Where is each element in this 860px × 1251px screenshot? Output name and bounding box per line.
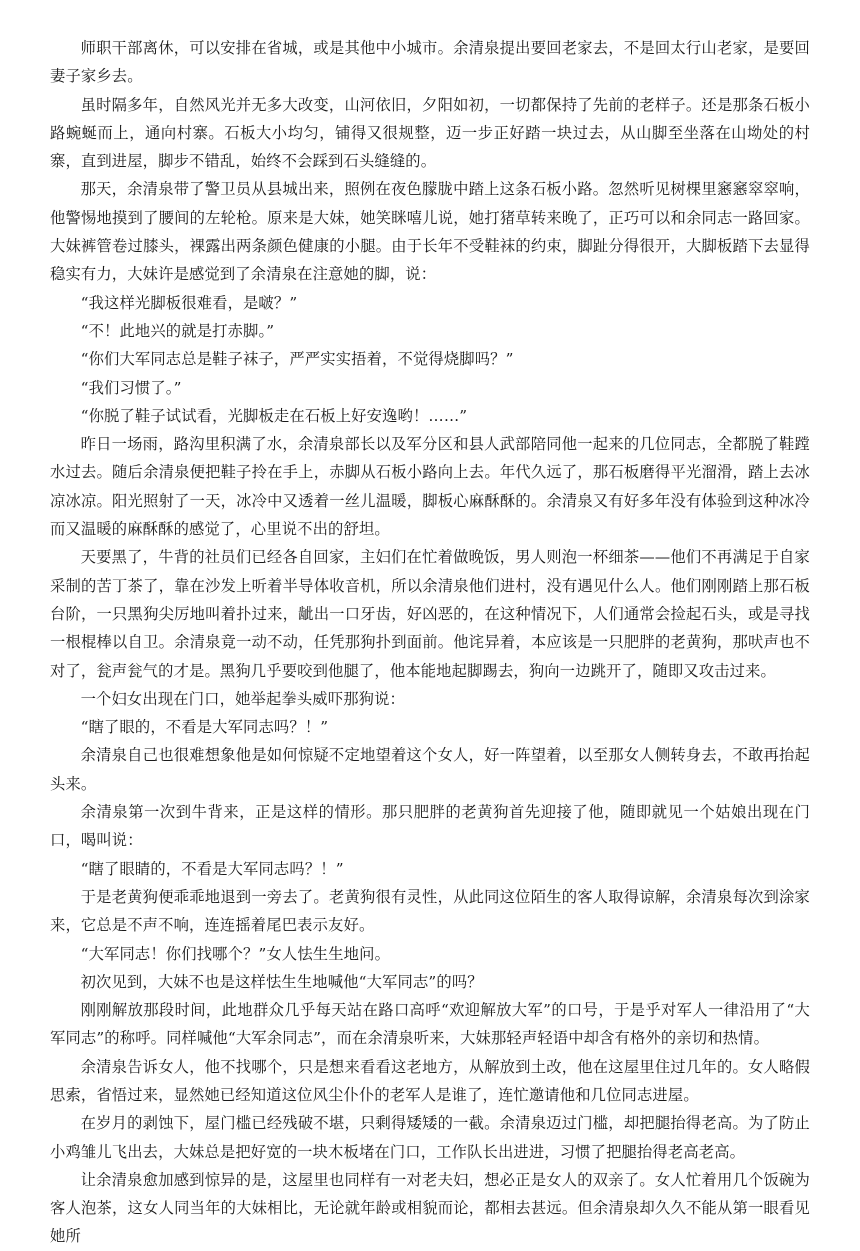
paragraph-21: 在岁月的剥蚀下，屋门槛已经残破不堪，只剩得矮矮的一截。余清泉迈过门槛，却把腿抬得老高。为了防止小鸡雏儿飞出去，大妹总是把好宽的一块木板堵在门口，工作队长出进进，习惯了把腿抬得老高老高。 (50, 1114, 810, 1161)
paragraph-13: 余清泉自己也很难想象他是如何惊疑不定地望着这个女人，好一阵望着，以至那女人侧转身去，不敢再抬起头来。 (50, 746, 810, 793)
paragraph-16: 于是老黄狗便乖乖地退到一旁去了。老黄狗很有灵性，从此同这位陌生的客人取得谅解，余清泉每次到涂家来，它总是不声不响，连连摇着尾巴表示友好。 (50, 887, 810, 935)
paragraph-19: 刚刚解放那段时间，此地群众几乎每天站在路口高呼“欢迎解放大军”的口号，于是乎对军人一律沿用了“大军同志”的称呼。同样喊他“大军余同志”，而在余清泉听来，大妹那轻声轻语中却含有格外的亲切和热情。 (50, 1001, 810, 1048)
paragraph-3: 那天，余清泉带了警卫员从县城出来，照例在夜色朦胧中踏上这条石板小路。忽然听见树棵里窸窸窣窣响，他警惕地摸到了腰间的左轮枪。原来是大妹，她笑眯嘻儿说，她打猪草转来晚了，正巧可以和余同志一路回家。大妹裤管卷过膝头，裸露出两条颜色健康的小腿。由于长年不受鞋袜的约束，脚趾分得很开，大脚板踏下去显得稳实有力，大妹许是感觉到了余清泉在注意她的脚，说： (50, 180, 810, 284)
dialogue-line: “我这样光脚板很难看，是啵？” (80, 293, 298, 312)
dialogue-line: “我们习惯了。” (80, 378, 182, 397)
dialogue-line: “瞎了眼睛的，不看是大军同志吗？！” (80, 859, 344, 878)
paragraph-9: 昨日一场雨，路沟里积满了水，余清泉部长以及军分区和县人武部陪同他一起来的几位同志，全都脱了鞋蹚水过去。随后余清泉便把鞋子拎在手上，赤脚从石板小路向上去。年代久远了，那石板磨得平光溜滑，踏上去冰凉冰凉。阳光照射了一天，冰冷中又透着一丝儿温暖，脚板心麻酥酥的。余清泉又有好多年没有体验到这种冰冷而又温暖的麻酥酥的感觉了，心里说不出的舒坦。 (50, 435, 810, 539)
dialogue-line: “不！此地兴的就是打赤脚。” (80, 321, 275, 340)
paragraph-18: 初次见到，大妹不也是这样怯生生地喊他“大军同志”的吗？ (80, 972, 483, 991)
paragraph-14: 余清泉第一次到牛背来，正是这样的情形。那只肥胖的老黄狗首先迎接了他，随即就见一个姑娘出现在门口，喝叫说： (50, 803, 810, 850)
dialogue-line: “你们大军同志总是鞋子袜子，严严实实捂着，不觉得烧脚吗？” (80, 350, 514, 369)
dialogue-line: “大军同志！你们找哪个？”女人怯生生地问。 (80, 944, 391, 963)
paragraph-11: 一个妇女出现在门口，她举起拳头威吓那狗说： (80, 689, 405, 708)
paragraph-1: 师职干部离休，可以安排在省城，或是其他中小城市。余清泉提出要回老家去，不是回太行山老家，是要回妻子家乡去。 (50, 39, 810, 86)
dialogue-line: “你脱了鞋子试试看，光脚板走在石板上好安逸哟！……” (80, 406, 468, 425)
paragraph-10: 天要黑了，牛背的社员们已经各自回家，主妇们在忙着做晚饭，男人则泡一杯细茶——他们不再满足于自家采制的苦丁茶了，靠在沙发上听着半导体收音机，所以余清泉他们进村，没有遇见什么人。他们刚刚踏上那石板台阶，一只黑狗尖厉地叫着扑过来，龇出一口牙齿，好凶恶的，在这种情况下，人们通常会捡起石头，或是寻找一根棍棒以自卫。余清泉竟一动不动，任凭那狗扑到面前。他诧异着，本应该是一只肥胖的老黄狗，那吠声也不对了，瓮声瓮气的才是。黑狗几乎要咬到他腿了，他本能地起脚踢去，狗向一边跳开了，随即又攻击过来。 (50, 548, 810, 680)
paragraph-20: 余清泉告诉女人，他不找哪个，只是想来看看这老地方，从解放到土改，他在这屋里住过几年的。女人略假思索，省悟过来，显然她已经知道这位风尘仆仆的老军人是谁了，连忙邀请他和几位同志进屋。 (50, 1057, 810, 1104)
paragraph-2: 虽时隔多年，自然风光并无多大改变，山河依旧，夕阳如初，一切都保持了先前的老样子。还是那条石板小路蜿蜒而上，通向村寨。石板大小均匀，铺得又很规整，迈一步正好踏一块过去，从山脚至坐落在山坳处的村寨，直到进屋，脚步不错乱，始终不会踩到石头缝缝的。 (50, 95, 810, 171)
paragraph-22: 让余清泉愈加感到惊异的是，这屋里也同样有一对老夫妇，想必正是女人的双亲了。女人忙着用几个饭碗为客人泡茶，这女人同当年的大妹相比，无论就年龄或相貌而论，都相去甚远。但余清泉却久久不能从第一眼看见她所 (50, 1170, 810, 1246)
dialogue-line: “瞎了眼的，不看是大军同志吗？！” (80, 718, 329, 737)
